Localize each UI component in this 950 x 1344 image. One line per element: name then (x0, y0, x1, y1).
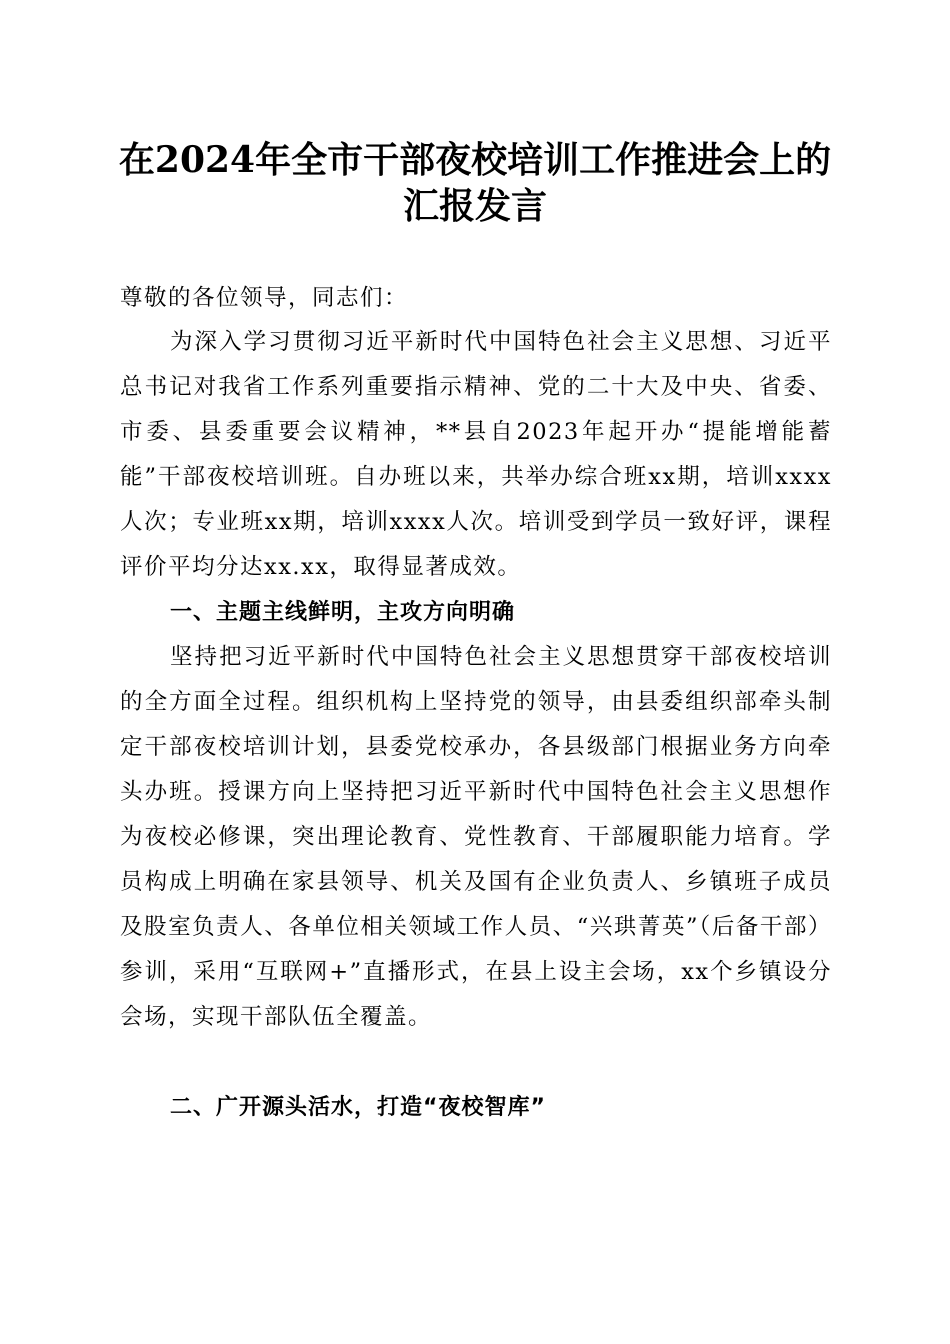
section-1-heading: 一、主题主线鲜明，主攻方向明确 (170, 600, 516, 625)
document-title-line-2: 汇报发言 (402, 185, 547, 227)
document-title-line-1: 在2024年全市干部夜校培训工作推进会上的 (118, 139, 832, 181)
intro-paragraph: 为深入学习贯彻习近平新时代中国特色社会主义思想、习近平总书记对我省工作系列重要指示精神、党的二十大及中央、省委、市委、县委重要会议精神，**县自2023年起开办“提能增能蓄能”干部夜校培训班。自办班以来，共举办综合班xx期，培训xxxx人次；专业班xx期，培训xxxx人次。培训受到学员一致好评，课程评价平均分达xx.xx，取得显著成效。 (120, 329, 832, 580)
section-2-heading: 二、广开源头活水，打造“夜校智库” (170, 1095, 546, 1120)
greeting: 尊敬的各位领导，同志们： (120, 285, 409, 311)
section-1-paragraph: 坚持把习近平新时代中国特色社会主义思想贯穿干部夜校培训的全方面全过程。组织机构上坚持党的领导，由县委组织部牵头制定干部夜校培训计划，县委党校承办，各县级部门根据业务方向牵头办班。授课方向上坚持把习近平新时代中国特色社会主义思想作为夜校必修课，突出理论教育、党性教育、干部履职能力培育。学员构成上明确在家县领导、机关及国有企业负责人、乡镇班子成员及股室负责人、各单位相关领域工作人员、“兴珙菁英”（后备干部）参训，采用“互联网+”直播形式，在县上设主会场，xx个乡镇设分会场，实现干部队伍全覆盖。 (120, 644, 832, 1030)
